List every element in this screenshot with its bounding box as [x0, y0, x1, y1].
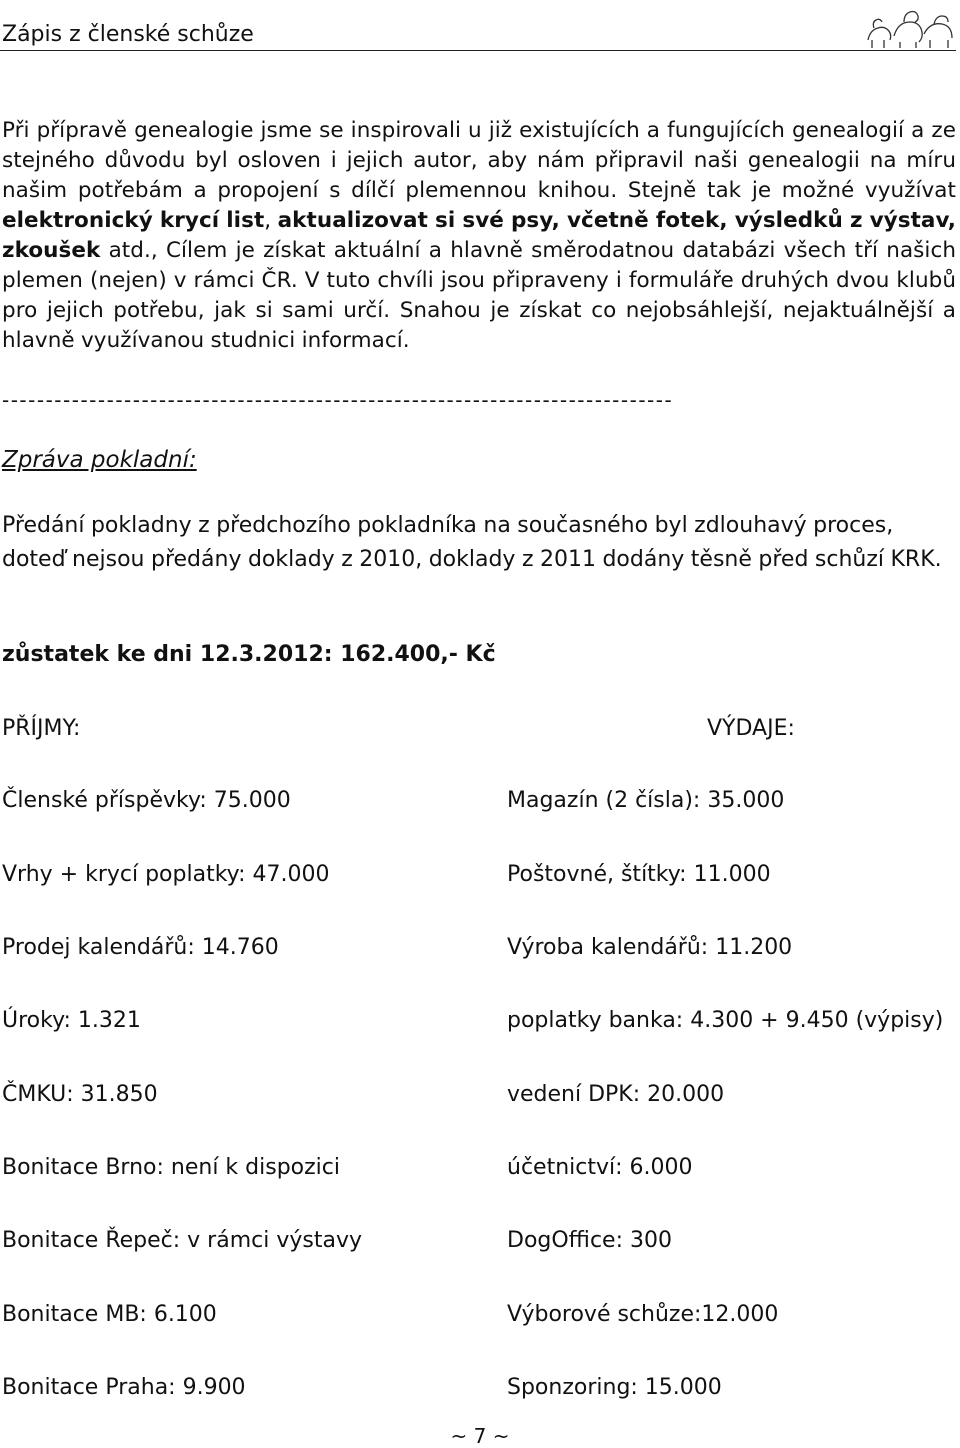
expense-item: Sponzoring: 15.000 — [507, 1375, 722, 1400]
balance-line: zůstatek ke dni 12.3.2012: 162.400,- Kč — [2, 642, 496, 667]
header-title: Zápis z členské schůze — [2, 22, 254, 47]
income-item: ČMKU: 31.850 — [2, 1082, 158, 1107]
expense-item: Výborové schůze:12.000 — [507, 1302, 779, 1327]
section-title: Zpráva pokladní: — [2, 447, 197, 473]
treasurer-paragraph: Předání pokladny z předchozího pokladníka na současného byl zdlouhavý proces, doteď nejsou předány doklady z 2010, doklady z 2011 dodány těsně před schůzí KRK. — [2, 513, 942, 572]
intro-bold-1: elektronický krycí list — [2, 208, 265, 233]
income-item: Bonitace Řepeč: v rámci výstavy — [2, 1228, 362, 1253]
income-item: Bonitace Praha: 9.900 — [2, 1375, 246, 1400]
expense-heading: VÝDAJE: — [707, 716, 795, 741]
expense-item: DogOffice: 300 — [507, 1228, 672, 1253]
expense-item: Poštovné, štítky: 11.000 — [507, 862, 771, 887]
intro-paragraph — [2, 116, 956, 356]
income-heading: PŘÍJMY: — [2, 716, 81, 741]
expense-item: vedení DPK: 20.000 — [507, 1082, 725, 1107]
intro-text-2: , — [264, 208, 278, 233]
income-item: Bonitace Brno: není k dispozici — [2, 1155, 340, 1180]
dogs-logo-icon — [864, 6, 956, 50]
income-item: Členské příspěvky: 75.000 — [2, 788, 291, 813]
page-header — [0, 20, 956, 51]
intro-text-3: atd., Cílem je získat aktuální a hlavně směrodatnou databázi všech tří našich plemen (nejen) v rámci ČR. V tuto chvíli jsou připraveny i formuláře druhých dvou klubů pro jejich potřebu, jak si sami určí. Snahou je získat co nejobsáhlejší, nejaktuálnější a hlavně využívanou studnici informací. — [2, 238, 956, 353]
income-item: Úroky: 1.321 — [2, 1008, 141, 1033]
income-item: Bonitace MB: 6.100 — [2, 1302, 217, 1327]
income-item: Vrhy + krycí poplatky: 47.000 — [2, 862, 330, 887]
intro-text-1: Při přípravě genealogie jsme se inspirovali u již existujících a fungujících genealogií a ze stejného důvodu byl osloven i jejich autor, aby nám připravil naši genealogii na míru našim potřebám a propojení s dílčí plemennou knihou. Stejně tak je možné využívat — [2, 118, 956, 203]
expense-item: účetnictví: 6.000 — [507, 1155, 693, 1180]
income-item: Prodej kalendářů: 14.760 — [2, 935, 279, 960]
expense-item: poplatky banka: 4.300 + 9.450 (výpisy) — [507, 1008, 944, 1033]
intro-bold-2: aktualizovat si své psy, včetně fotek, výsledků z výstav, zkoušek — [2, 208, 956, 263]
page-number: ~ 7 ~ — [450, 1424, 510, 1448]
separator-line: ----------------------------------------------------------------------------- — [2, 388, 674, 412]
expense-item: Magazín (2 čísla): 35.000 — [507, 788, 785, 813]
expense-item: Výroba kalendářů: 11.200 — [507, 935, 793, 960]
